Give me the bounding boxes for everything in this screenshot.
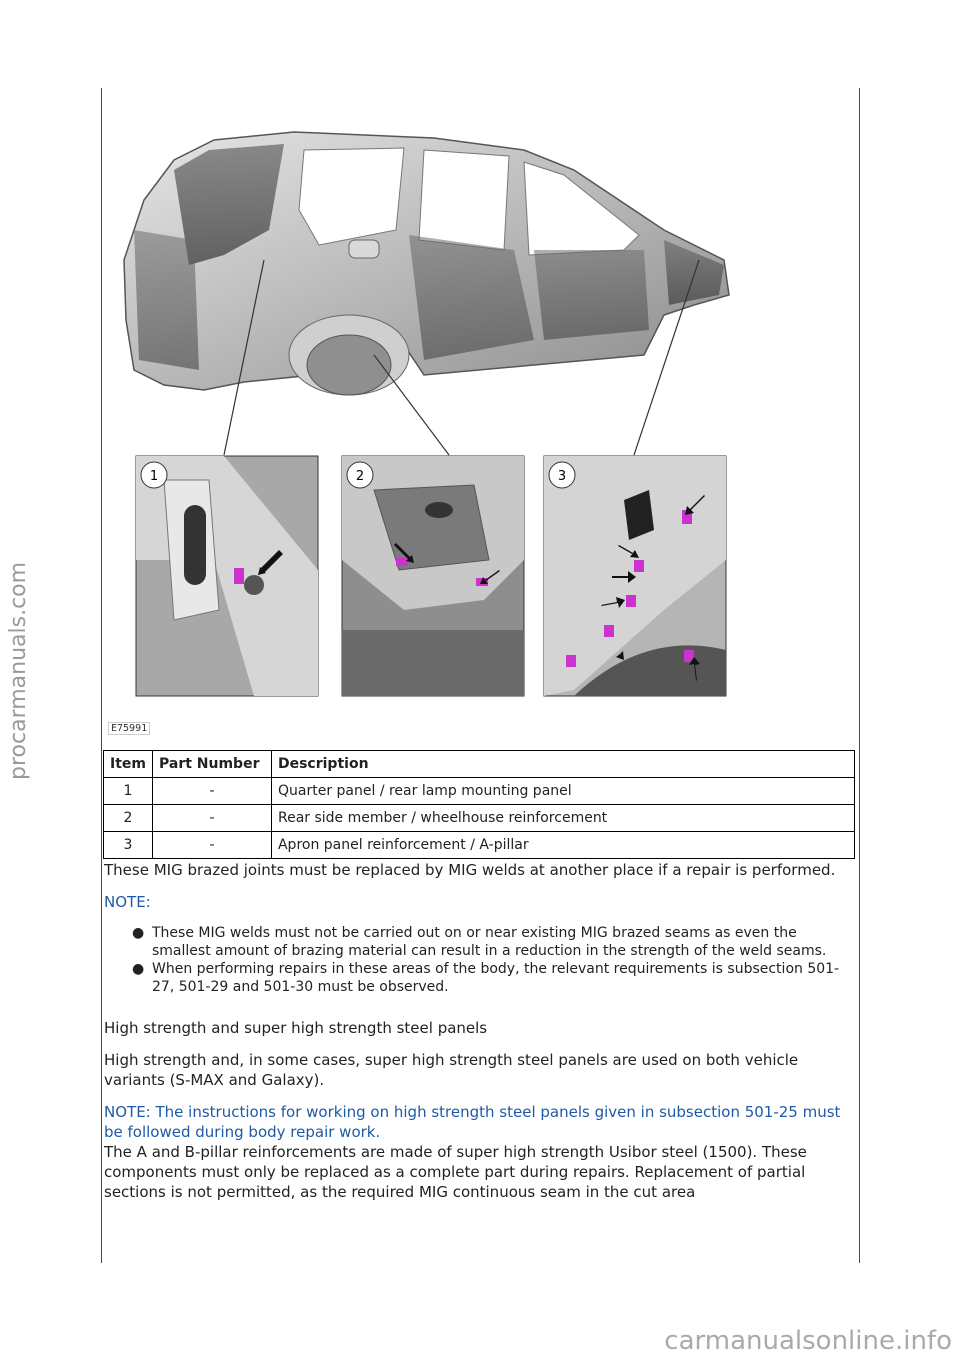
table-row (104, 805, 855, 832)
row-part-number: - (152, 832, 271, 859)
row-description: Rear side member / wheelhouse reinforcement (271, 805, 854, 832)
col-description-header: Description (271, 751, 854, 778)
detail-inset-1 (136, 456, 318, 696)
paragraph-brazed-joints: These MIG brazed joints must be replaced by MIG welds at another place if a repair is performed. (104, 861, 836, 879)
body-shell-illustration (104, 90, 856, 740)
list-item: ● When performing repairs in these areas of the body, the relevant requirements is subsection 501-27, 501-29 and 501-30 must be observed. (132, 961, 840, 995)
list-item: ● These MIG welds must not be carried out on or near existing MIG brazed seams as even the smallest amount of brazing material can result in a reduction in the strength of the weld seams. (132, 925, 827, 959)
row-part-number: - (152, 778, 271, 805)
paragraph-variants: High strength and, in some cases, super high strength steel panels are used on both vehicle variants (S-MAX and Galaxy). (104, 1051, 799, 1089)
col-part-number-header: Part Number (152, 751, 271, 778)
row-item: 2 (104, 805, 153, 832)
callout-1-label: 1 (149, 469, 159, 484)
row-description: Apron panel reinforcement / A-pillar (271, 832, 854, 859)
note-item-2: When performing repairs in these areas of the body, the relevant requirements is subsection 501-27, 501-29 and 501-30 must be observed. (152, 961, 840, 995)
row-part-number: - (152, 805, 271, 832)
table-row (104, 778, 855, 805)
parts-table (103, 750, 855, 859)
paragraph-usibor: The A and B-pillar reinforcements are made of super high strength Usibor steel (1500). These components must only be replaced as a complete part during repairs. Replacement of partial sections is not permitted, as the required MIG continuous seam in the cut area (104, 1143, 807, 1201)
note-list (104, 924, 856, 996)
callout-3-label: 3 (557, 469, 567, 484)
figure-code: E75991 (108, 722, 150, 735)
side-watermark: procarmanuals.com (6, 561, 31, 780)
note-label: NOTE: (104, 893, 151, 911)
note-item-1: These MIG welds must not be carried out on or near existing MIG brazed seams as even the smallest amount of brazing material can result in a reduction in the strength of the weld seams. (152, 925, 827, 959)
right-margin-rule (859, 88, 860, 1263)
detail-inset-2 (342, 456, 524, 696)
bottom-watermark: carmanualsonline.info (664, 1326, 952, 1356)
row-item: 1 (104, 778, 153, 805)
row-description: Quarter panel / rear lamp mounting panel (271, 778, 854, 805)
car-body-shell (124, 132, 729, 395)
table-row (104, 832, 855, 859)
row-item: 3 (104, 832, 153, 859)
left-margin-rule (101, 88, 102, 1263)
section-heading: High strength and super high strength steel panels (104, 1019, 488, 1037)
callout-2-label: 2 (355, 469, 365, 484)
body-text (104, 860, 856, 1202)
table-header-row (104, 751, 855, 778)
detail-inset-3 (544, 456, 726, 696)
note-high-strength: NOTE: The instructions for working on high strength steel panels given in subsection 501-25 must be followed during body repair work. (104, 1103, 841, 1141)
col-item-header: Item (104, 751, 153, 778)
